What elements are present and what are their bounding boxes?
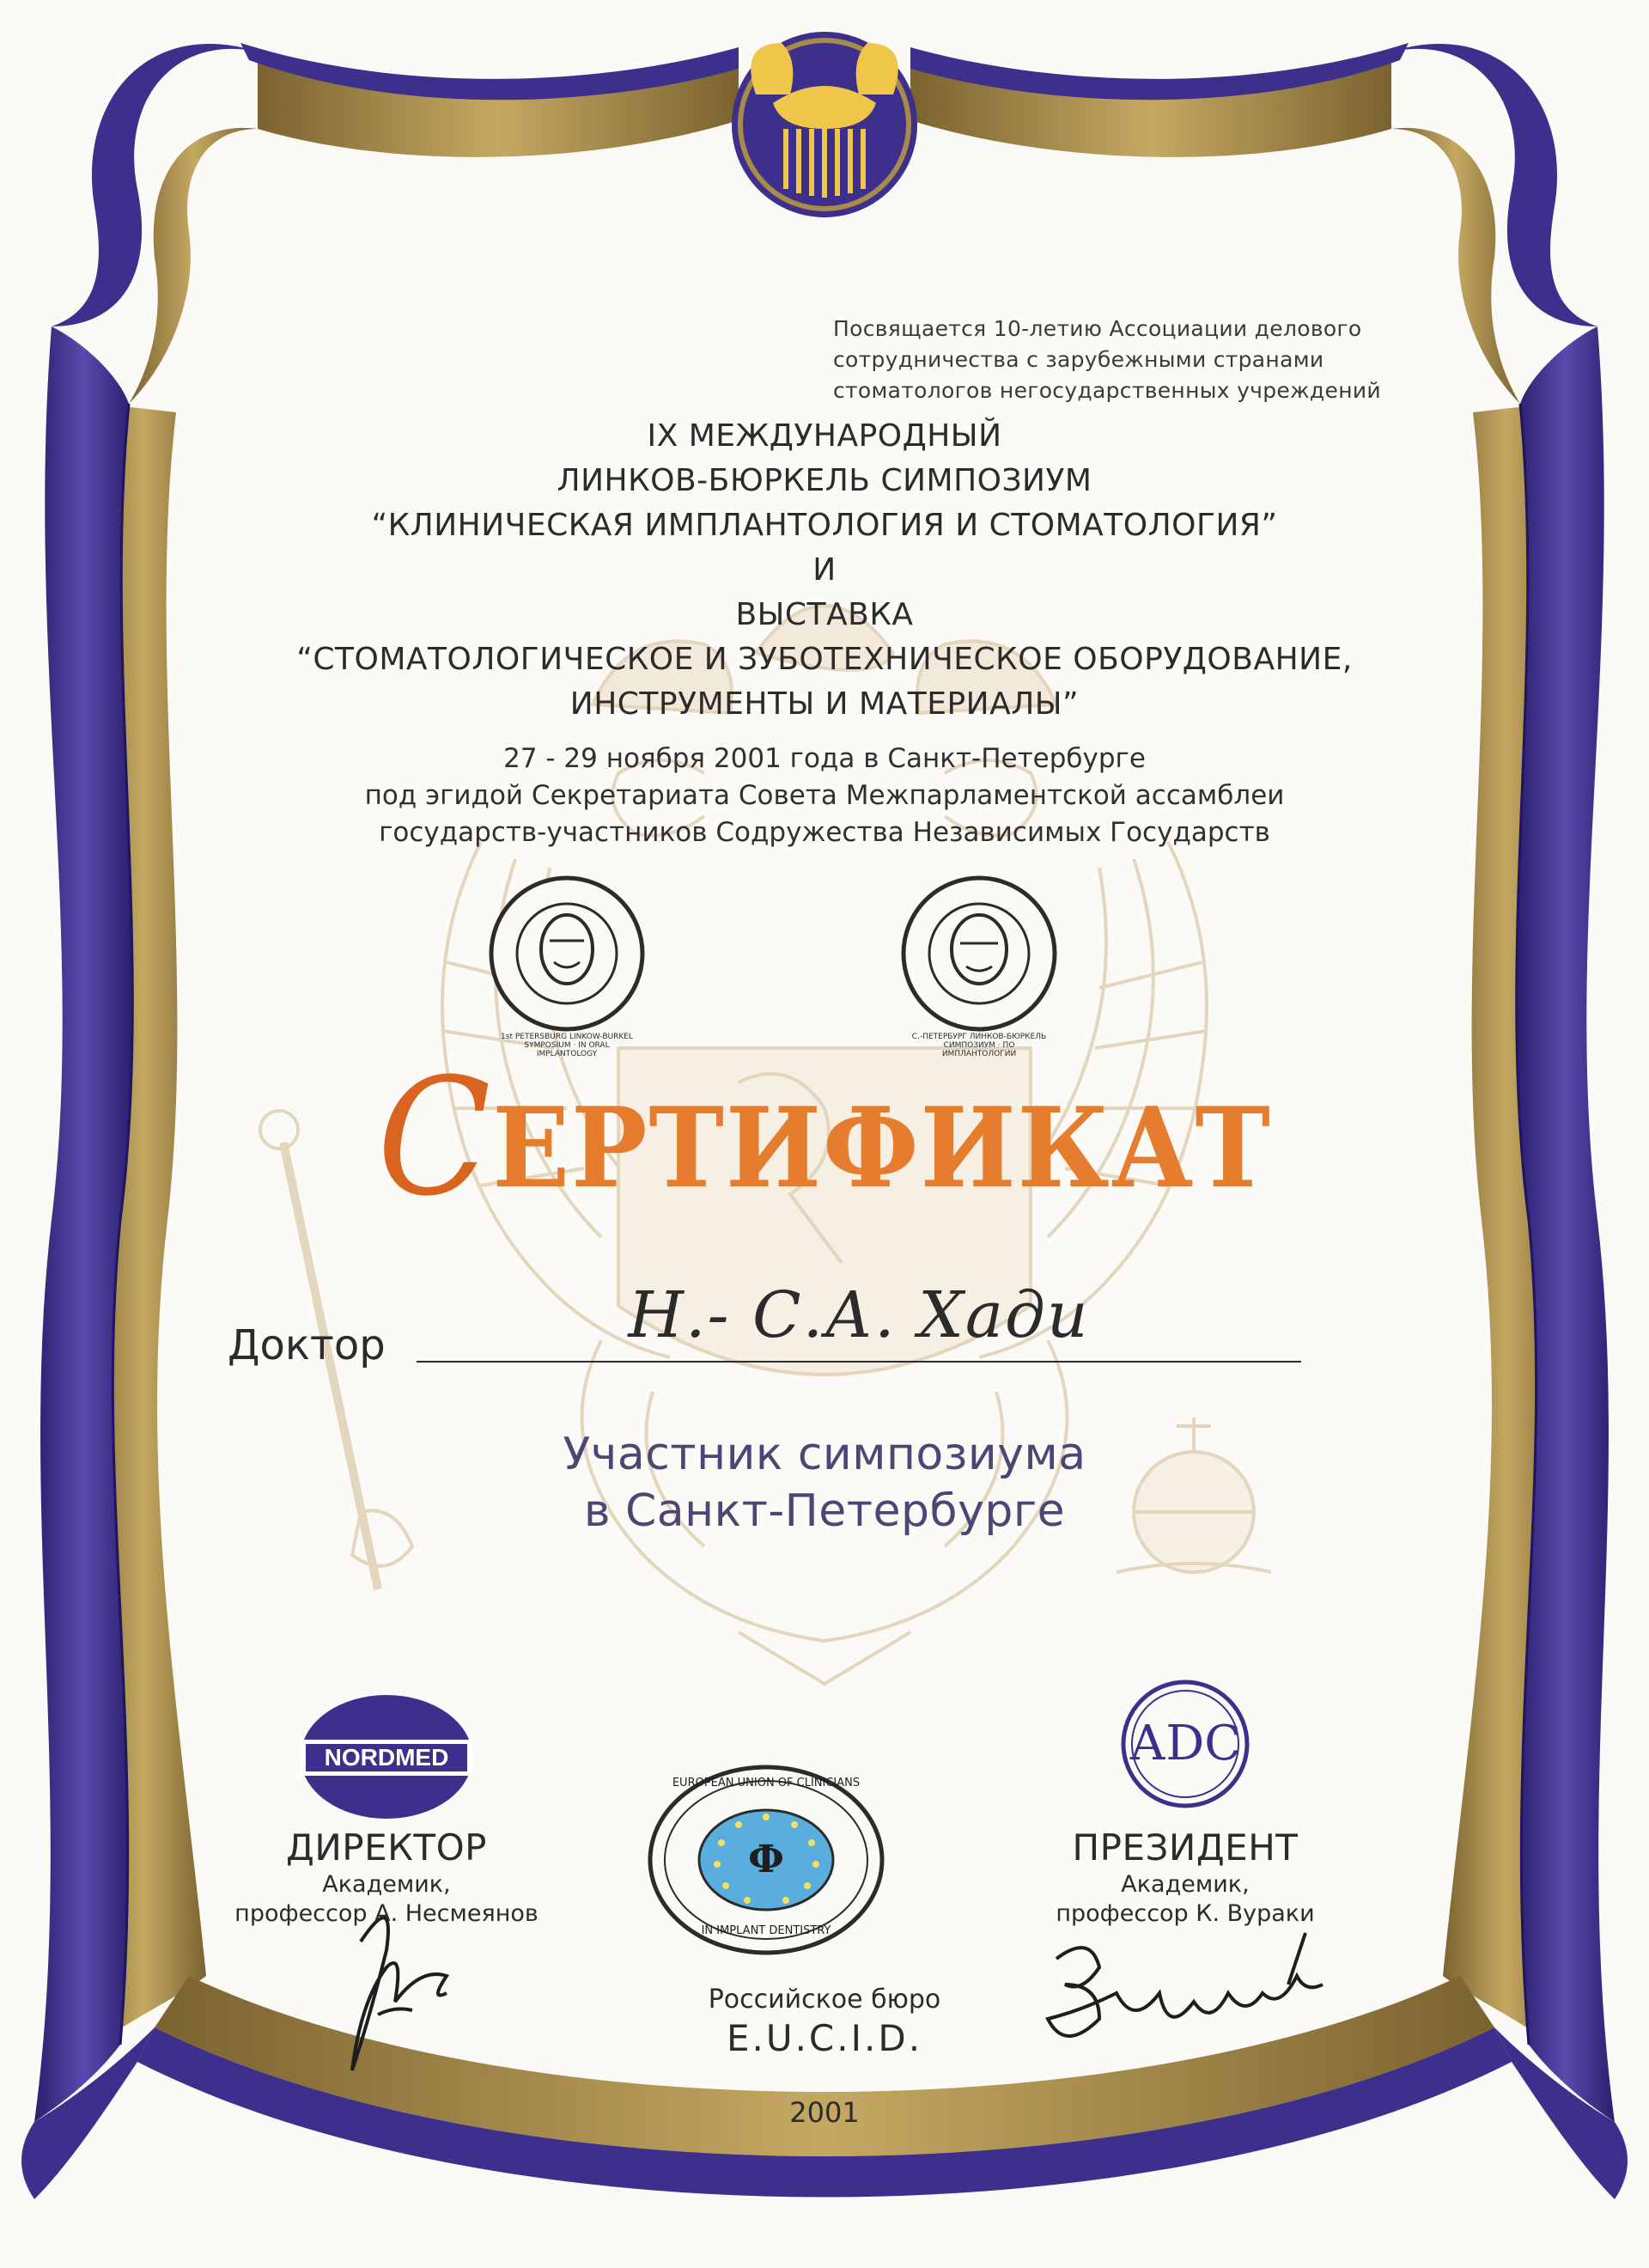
details-line: государств-участников Содружества Независимых Государств [379,817,1270,848]
dedication-line: сотрудничества с зарубежными странами [833,347,1324,372]
eucid-ring-bottom-text: IN IMPLANT DENTISTRY [701,1924,831,1937]
president-signature-icon [1048,1933,1323,2036]
doctor-underline [417,1361,1301,1363]
event-details [0,741,1649,851]
doctor-name: Н.- С.А. Хади [628,1278,1090,1352]
eucid-bureau-label: Российское бюро [708,1984,941,2015]
certificate-initial: С [377,1044,493,1232]
president-role: ПРЕЗИДЕНТ [1072,1826,1299,1869]
eucid-emblem-symbol: Ф [748,1838,784,1881]
president-block [996,1826,1374,1929]
certificate-year: 2001 [789,2096,860,2129]
title-line: ЛИНКОВ-БЮРКЕЛЬ СИМПОЗИУМ [557,463,1092,498]
president-name: профессор К. Вураки [1056,1900,1315,1927]
nordmed-logo-text: NORDMED [324,1744,449,1771]
participant-line: в Санкт-Петербурге [583,1485,1066,1537]
event-title [0,414,1649,727]
director-title: Академик, [322,1871,451,1898]
adc-logo-text: АDC [1129,1716,1242,1771]
linkow-seal-left-icon [491,878,642,1029]
title-line: IX МЕЖДУНАРОДНЫЙ [647,418,1002,454]
burkel-seal-right-icon [904,878,1055,1029]
cis-emblem-icon [732,32,917,217]
right-seal-text: С.-ПЕТЕРБУРГ ЛИНКОВ-БЮРКЕЛЬ СИМПОЗИУМ · ПО ИМПЛАНТОЛОГИИ [911,1033,1047,1058]
title-line: “КЛИНИЧЕСКАЯ ИМПЛАНТОЛОГИЯ И СТОМАТОЛОГИЯ” [371,508,1278,543]
president-title: Академик, [1121,1871,1250,1898]
details-line: под эгидой Секретариата Совета Межпарламентской ассамблеи [364,780,1285,811]
title-line: И [812,552,837,588]
title-line: “СТОМАТОЛОГИЧЕСКОЕ И ЗУБОТЕХНИЧЕСКОЕ ОБОРУДОВАНИЕ, [296,642,1353,677]
title-line: ИНСТРУМЕНТЫ И МАТЕРИАЛЫ” [569,686,1080,722]
eucid-name: E.U.C.I.D. [726,2017,923,2059]
details-line: 27 - 29 ноября 2001 года в Санкт-Петербурге [503,743,1146,774]
certificate-rest: ЕРТИФИКАТ [492,1084,1272,1213]
left-seal-text: 1st PETERSBURG LINKOW-BURKEL SYMPOSIUM · IN ORAL IMPLANTOLOGY [501,1033,633,1058]
director-block [206,1826,567,1929]
participant-text [0,1426,1649,1539]
title-line: ВЫСТАВКА [735,597,914,632]
participant-line: Участник симпозиума [563,1429,1086,1480]
doctor-label: Доктор [228,1321,386,1369]
director-name: профессор А. Несмеянов [234,1900,539,1927]
director-role: ДИРЕКТОР [286,1826,487,1869]
dedication-text [833,314,1383,406]
eucid-ring-top-text: EUROPEAN UNION OF CLINICIANS [672,1777,861,1789]
dedication-line: стоматологов негосударственных учреждений [833,378,1381,403]
dedication-line: Посвящается 10-летию Ассоциации делового [833,316,1362,341]
